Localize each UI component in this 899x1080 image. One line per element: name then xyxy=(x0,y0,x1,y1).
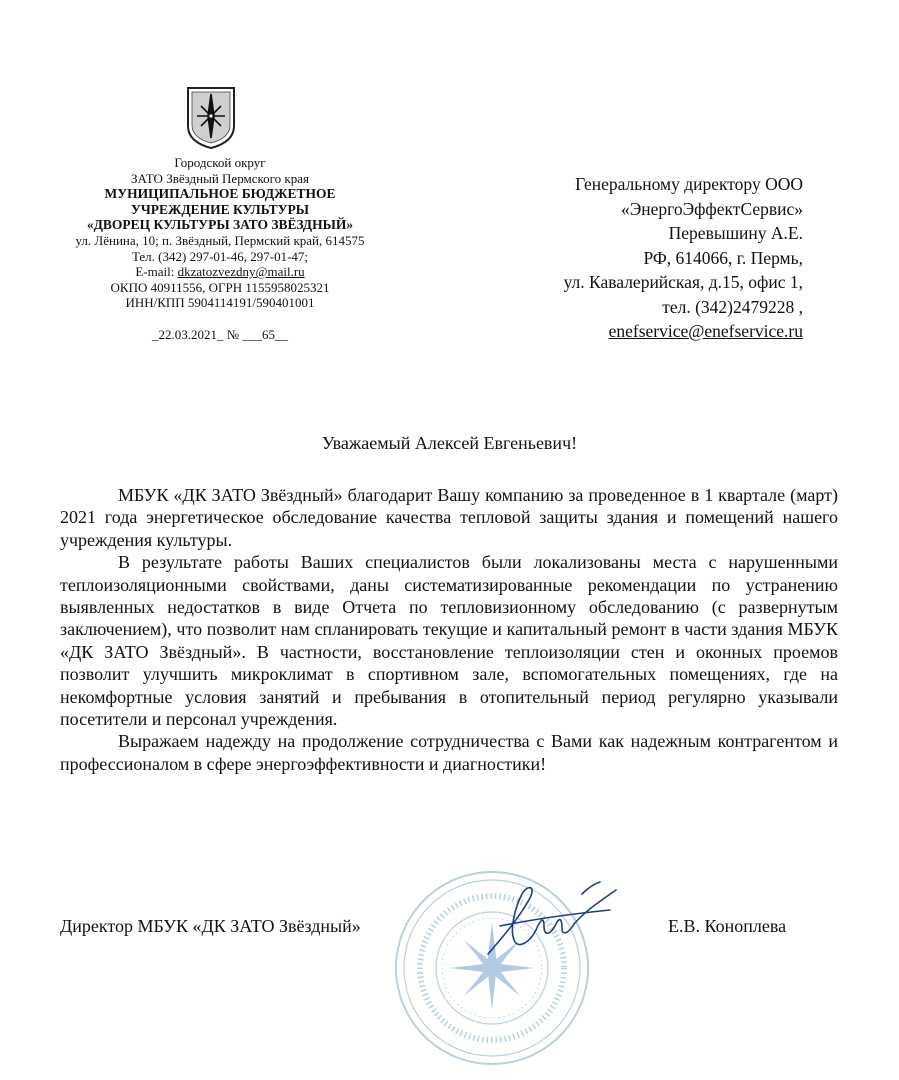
recipient-line: РФ, 614066, г. Пермь, xyxy=(643,247,803,268)
sender-inn: ИНН/КПП 5904114191/590401001 xyxy=(125,295,315,311)
sender-email-line xyxy=(50,264,390,280)
sender-org-name: УЧРЕЖДЕНИЕ КУЛЬТУРЫ xyxy=(130,201,310,217)
sender-line: ЗАТО Звёздный Пермского края xyxy=(131,170,309,186)
coat-of-arms-icon xyxy=(185,86,237,150)
recipient-line: ул. Кавалерийская, д.15, офис 1, xyxy=(563,272,803,292)
recipient-line: Генеральному директору ООО xyxy=(575,174,803,194)
recipient-line: тел. (342)2479228 , xyxy=(662,296,803,317)
sender-org-name: МУНИЦИПАЛЬНОЕ БЮДЖЕТНОЕ xyxy=(104,186,336,202)
salutation: Уважаемый Алексей Евгеньевич! xyxy=(321,433,578,453)
recipient-block xyxy=(473,172,803,344)
sender-address: ул. Лёнина, 10; п. Звёздный, Пермский край, 614575 xyxy=(75,232,365,248)
sender-line: Городской округ xyxy=(174,155,266,170)
sender-block xyxy=(50,155,390,343)
outgoing-reference: _22.03.2021_ № ___65__ xyxy=(152,326,288,342)
sender-email-link[interactable]: dkzatozvezdny@mail.ru xyxy=(177,264,305,280)
signatory-position: Директор МБУК «ДК ЗАТО Звёздный» xyxy=(60,916,361,936)
recipient-email-link[interactable]: enefservice@enefservice.ru xyxy=(608,321,803,341)
sender-phone: Тел. (342) 297-01-46, 297-01-47; xyxy=(131,248,309,264)
recipient-line: «ЭнергоЭффектСервис» xyxy=(620,198,803,219)
sender-email-label: E-mail: xyxy=(135,264,178,280)
sender-okpo: ОКПО 40911556, ОГРН 1155958025321 xyxy=(110,279,330,295)
handwritten-signature xyxy=(470,880,620,960)
recipient-line: Перевышину А.Е. xyxy=(668,223,803,243)
sender-org-name: «ДВОРЕЦ КУЛЬТУРЫ ЗАТО ЗВЁЗДНЫЙ» xyxy=(86,217,354,233)
body-paragraph: Выражаем надежду на продолжение сотрудничества с Вами как надежным контрагентом и профессионалом в сфере энергоэффективности и диагностики! xyxy=(60,731,838,774)
body-paragraph: В результате работы Ваших специалистов были локализованы места с нарушенными теплоизоляционными свойствами, даны систематизированные рекомендации по устранению выявленных недостатков в виде Отчета по тепловизионному обследованию (с развернутым заключением), что позволит нам спланировать текущие и капитальный ремонт в части здания МБУК «ДК ЗАТО Звёздный». В частности, восстановление теплоизоляции стен и оконных проемов позволит улучшить микроклимат в спортивном зале, вспомогательных помещениях, где на некомфортные условия занятий и пребывания в отопительный период регулярно указывали посетители и персонал учреждения. xyxy=(60,552,838,730)
signatory-name: Е.В. Коноплева xyxy=(668,916,787,936)
body-paragraph: МБУК «ДК ЗАТО Звёздный» благодарит Вашу компанию за проведенное в 1 квартале (март) 2021 года энергетическое обследование качества тепловой защиты здания и помещений нашего учреждения культуры. xyxy=(60,485,838,550)
letter-body xyxy=(60,484,838,775)
